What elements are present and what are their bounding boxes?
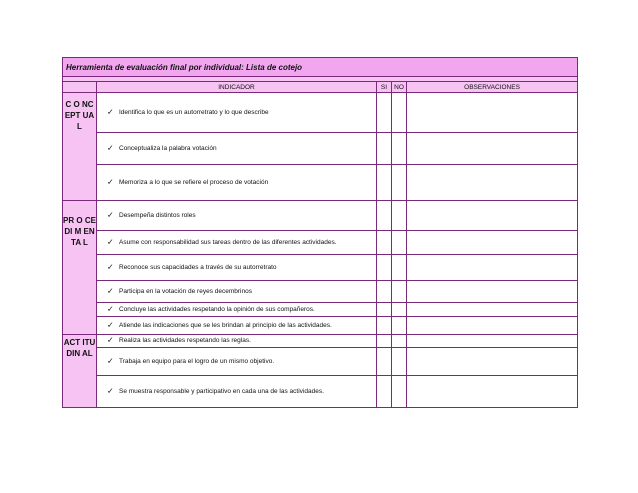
evaluation-checklist <box>62 57 577 408</box>
checkmark-icon: ✓ <box>107 356 114 366</box>
table-row <box>63 303 578 317</box>
indicator-item: ✓ Conceptualiza la palabra votación <box>97 133 377 165</box>
yes-cell[interactable] <box>377 255 392 281</box>
no-cell[interactable] <box>392 133 407 165</box>
no-cell[interactable] <box>392 348 407 376</box>
category-header-cell <box>63 82 97 93</box>
indicator-item: ✓ Concluye las actividades respetando la opinión de sus compañeros. <box>97 303 377 317</box>
no-cell[interactable] <box>392 317 407 335</box>
no-cell[interactable] <box>392 376 407 408</box>
observations-cell[interactable] <box>407 133 578 165</box>
category-procedimental: PR O CE DI M EN TA L <box>63 201 97 335</box>
category-actitudinal: ACT ITU DIN AL <box>63 335 97 408</box>
indicator-item: ✓ Identifica lo que es un autorretrato y lo que describe <box>97 93 377 133</box>
observations-cell[interactable] <box>407 335 578 348</box>
yes-cell[interactable] <box>377 335 392 348</box>
yes-cell[interactable] <box>377 231 392 255</box>
observations-cell[interactable] <box>407 348 578 376</box>
checkmark-icon: ✓ <box>107 107 114 117</box>
observations-cell[interactable] <box>407 231 578 255</box>
table-row <box>63 133 578 165</box>
no-cell[interactable] <box>392 231 407 255</box>
observations-cell[interactable] <box>407 255 578 281</box>
no-cell[interactable] <box>392 303 407 317</box>
table-row <box>63 348 578 376</box>
indicator-item: ✓ Trabaja en equipo para el logro de un mismo objetivo. <box>97 348 377 376</box>
indicator-item: ✓ Atiende las indicaciones que se les brindan al principio de las actividades. <box>97 317 377 335</box>
yes-cell[interactable] <box>377 165 392 201</box>
checkmark-icon: ✓ <box>107 177 114 187</box>
header-indicator: INDICADOR <box>97 82 377 93</box>
no-cell[interactable] <box>392 255 407 281</box>
observations-cell[interactable] <box>407 317 578 335</box>
checkmark-icon: ✓ <box>107 143 114 153</box>
observations-cell[interactable] <box>407 201 578 231</box>
category-conceptual: C O NC EPT UA L <box>63 93 97 201</box>
observations-cell[interactable] <box>407 303 578 317</box>
table-row <box>63 93 578 133</box>
yes-cell[interactable] <box>377 133 392 165</box>
indicator-item: ✓ Realiza las actividades respetando las reglas. <box>97 335 377 348</box>
table-row <box>63 281 578 303</box>
no-cell[interactable] <box>392 281 407 303</box>
yes-cell[interactable] <box>377 348 392 376</box>
table-row <box>63 255 578 281</box>
table-row <box>63 165 578 201</box>
checkmark-icon: ✓ <box>107 210 114 220</box>
checkmark-icon: ✓ <box>107 304 114 314</box>
indicator-item: ✓ Se muestra responsable y participativo en cada una de las actividades. <box>97 376 377 408</box>
table-row <box>63 376 578 408</box>
checklist-table <box>62 57 578 408</box>
table-row <box>63 201 578 231</box>
table-row <box>63 231 578 255</box>
indicator-item: ✓ Memoriza a lo que se refiere el proceso de votación <box>97 165 377 201</box>
observations-cell[interactable] <box>407 376 578 408</box>
table-row <box>63 335 578 348</box>
header-observations: OBSERVACIONES <box>407 82 578 93</box>
table-title: Herramienta de evaluación final por individual: Lista de cotejo <box>63 58 578 77</box>
no-cell[interactable] <box>392 335 407 348</box>
checkmark-icon: ✓ <box>107 237 114 247</box>
header-yes: SI <box>377 82 392 93</box>
yes-cell[interactable] <box>377 281 392 303</box>
checkmark-icon: ✓ <box>107 386 114 396</box>
observations-cell[interactable] <box>407 281 578 303</box>
yes-cell[interactable] <box>377 376 392 408</box>
observations-cell[interactable] <box>407 93 578 133</box>
header-no: NO <box>392 82 407 93</box>
checkmark-icon: ✓ <box>107 320 114 330</box>
title-row <box>63 58 578 77</box>
checkmark-icon: ✓ <box>107 335 114 345</box>
header-row <box>63 82 578 93</box>
indicator-item: ✓ Asume con responsabilidad sus tareas dentro de las diferentes actividades. <box>97 231 377 255</box>
no-cell[interactable] <box>392 201 407 231</box>
yes-cell[interactable] <box>377 201 392 231</box>
indicator-item: ✓ Reconoce sus capacidades a través de su autorretrato <box>97 255 377 281</box>
indicator-item: ✓ Desempeña distintos roles <box>97 201 377 231</box>
yes-cell[interactable] <box>377 93 392 133</box>
checkmark-icon: ✓ <box>107 286 114 296</box>
observations-cell[interactable] <box>407 165 578 201</box>
checkmark-icon: ✓ <box>107 262 114 272</box>
no-cell[interactable] <box>392 165 407 201</box>
no-cell[interactable] <box>392 93 407 133</box>
yes-cell[interactable] <box>377 303 392 317</box>
table-row <box>63 317 578 335</box>
indicator-item: ✓ Participa en la votación de reyes decembrinos <box>97 281 377 303</box>
yes-cell[interactable] <box>377 317 392 335</box>
